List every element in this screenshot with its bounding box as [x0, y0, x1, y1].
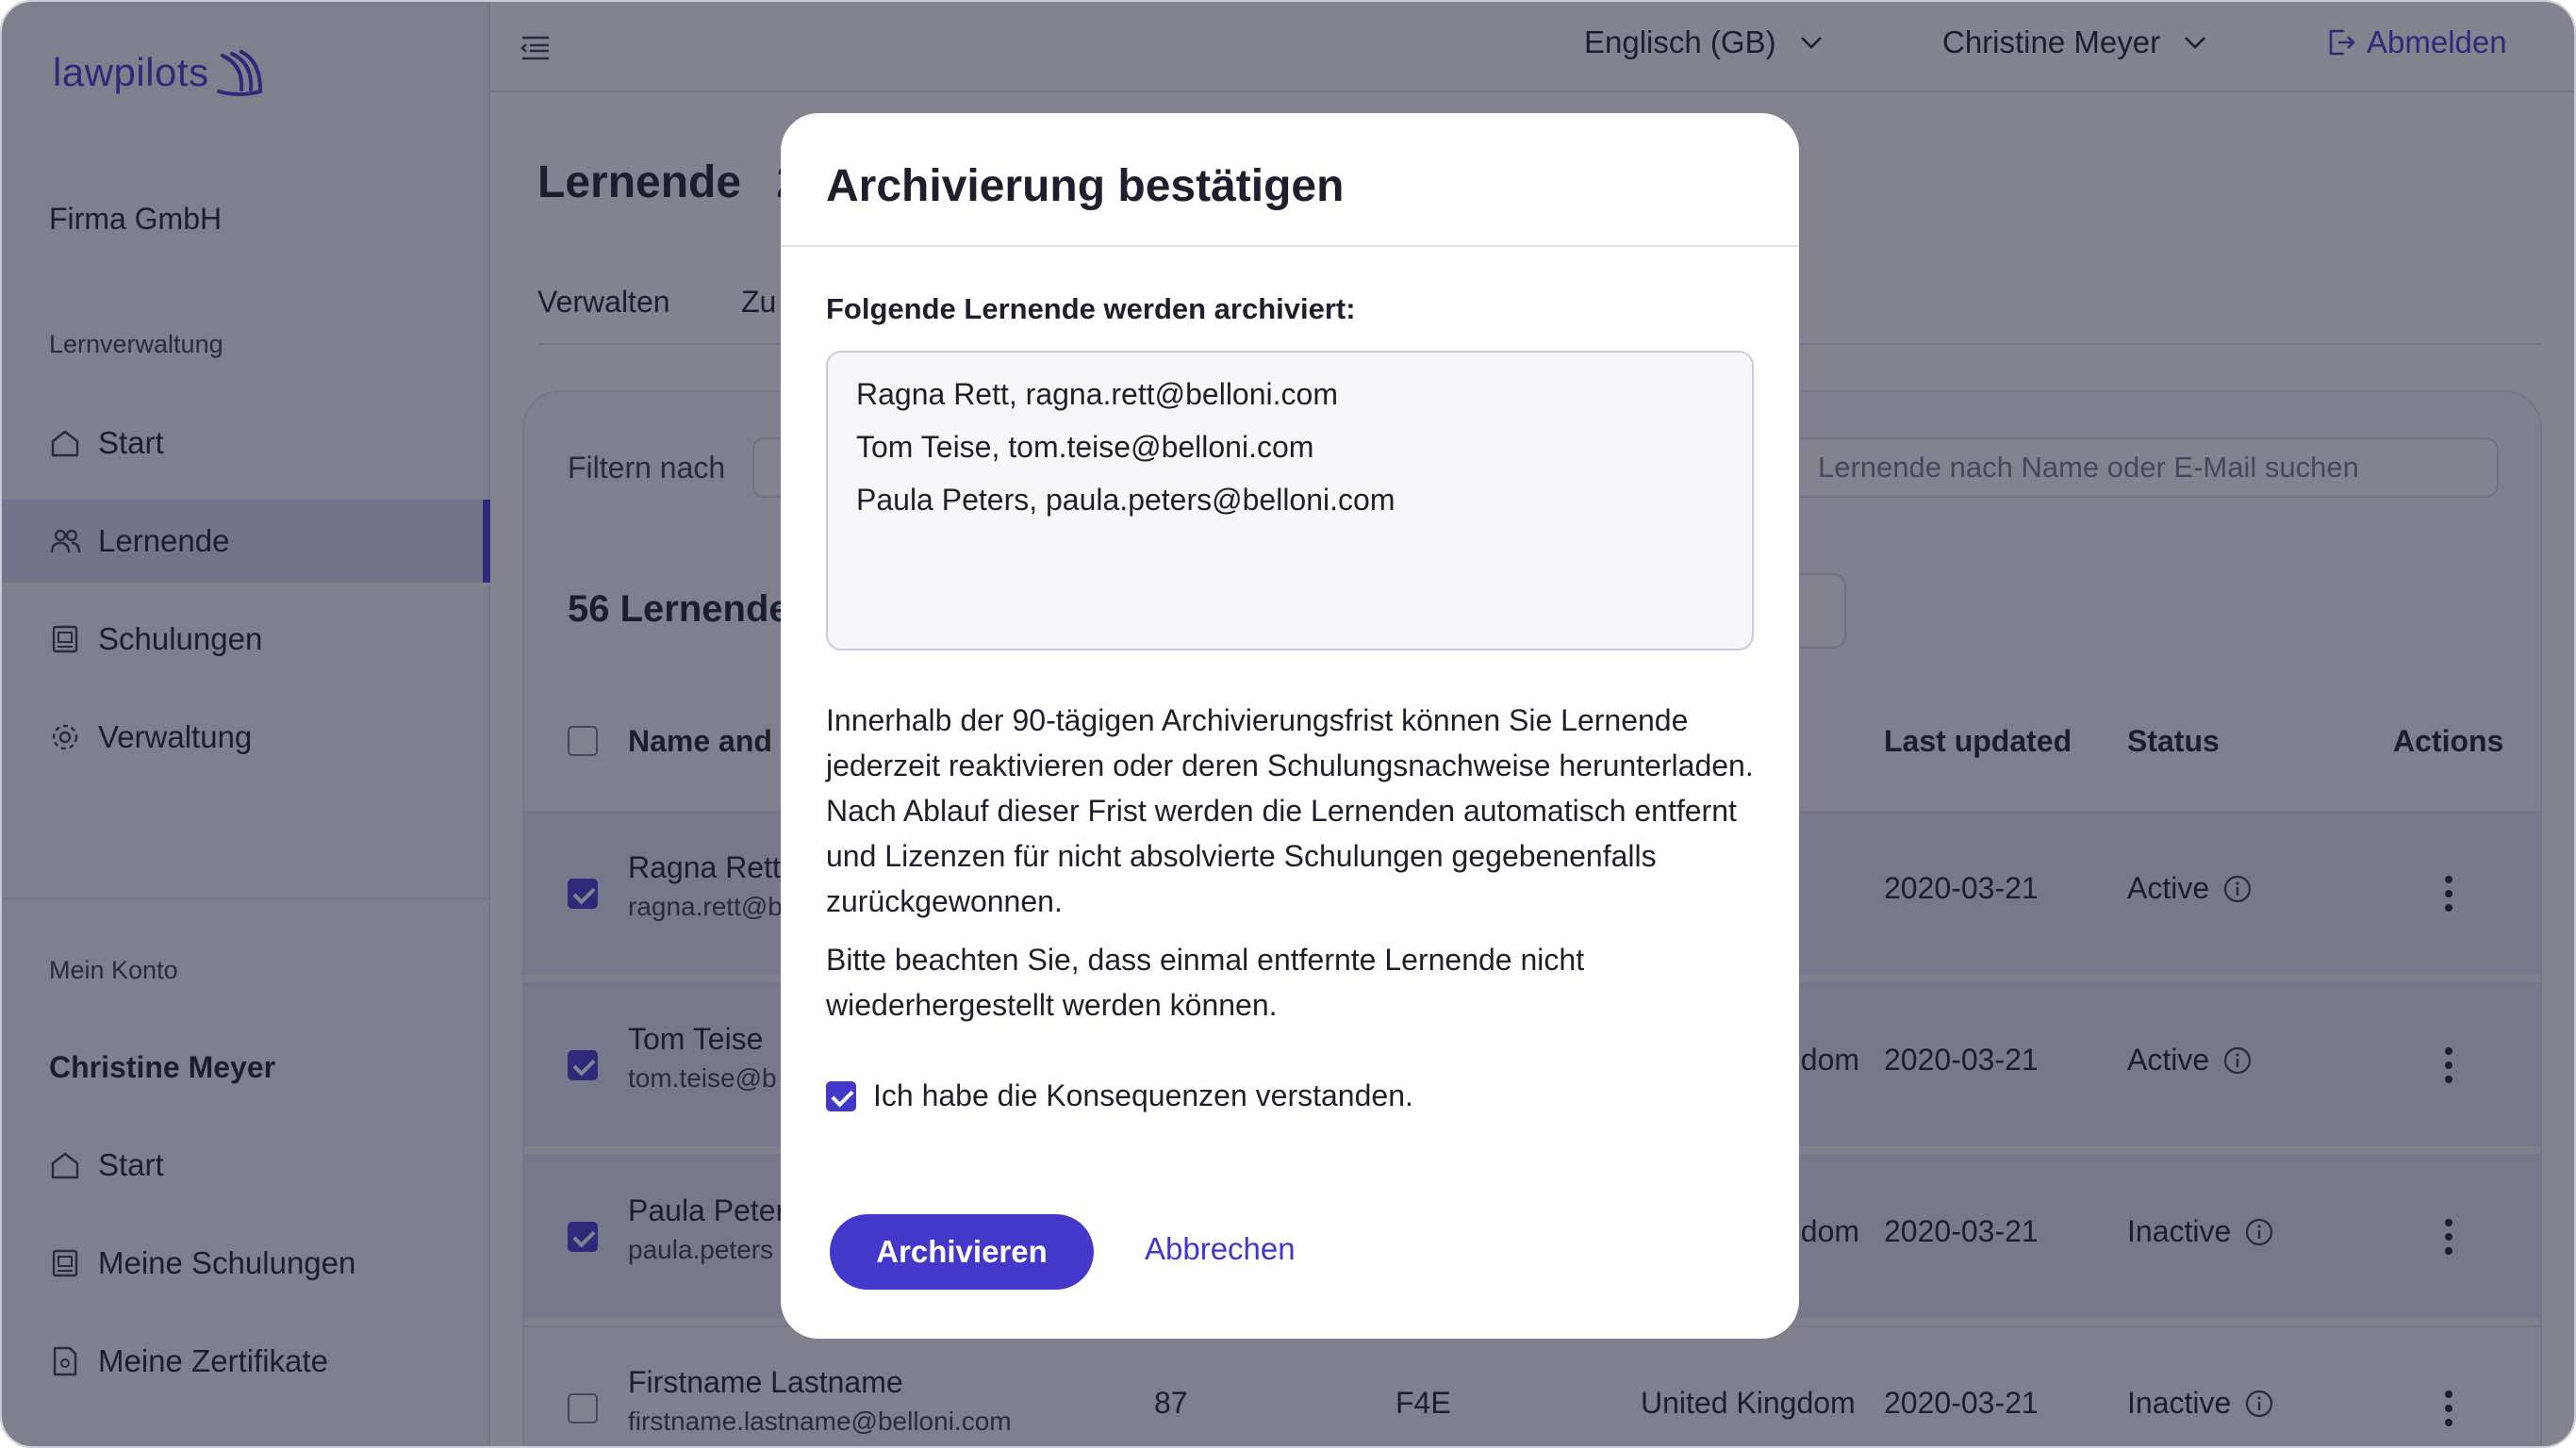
dialog-title: Archivierung bestätigen	[826, 161, 1345, 211]
learner-list-item: Paula Peters, paula.peters@belloni.com	[856, 483, 1395, 517]
archive-confirm-dialog	[781, 113, 1799, 1339]
dialog-divider	[781, 245, 1799, 247]
confirm-checkbox[interactable]	[826, 1081, 856, 1111]
learner-list-box	[826, 351, 1754, 650]
archive-button[interactable]: Archivieren	[830, 1214, 1094, 1290]
confirm-checkbox-row[interactable]	[826, 1078, 1413, 1113]
confirm-checkbox-label: Ich habe die Konsequenzen verstanden.	[873, 1078, 1413, 1112]
dialog-info-text: Innerhalb der 90-tägigen Archivierungsfrist können Sie Lernende jederzeit reaktivieren oder deren Schulungsnachweise herunterladen. Nach Ablauf dieser Frist werden die Lernenden automatisch entfernt und Lizenzen für nicht absolvierte Schulungen gegebenenfalls zurückgewonnen.	[826, 703, 1754, 918]
learner-list-item: Ragna Rett, ragna.rett@belloni.com	[856, 377, 1338, 411]
learner-list-item: Tom Teise, tom.teise@belloni.com	[856, 430, 1314, 464]
dialog-warning-text: Bitte beachten Sie, dass einmal entfernte Lernende nicht wiederhergestellt werden können.	[826, 943, 1585, 1022]
dialog-subtitle: Folgende Lernende werden archiviert:	[826, 292, 1356, 325]
cancel-button[interactable]: Abbrechen	[1145, 1231, 1296, 1266]
